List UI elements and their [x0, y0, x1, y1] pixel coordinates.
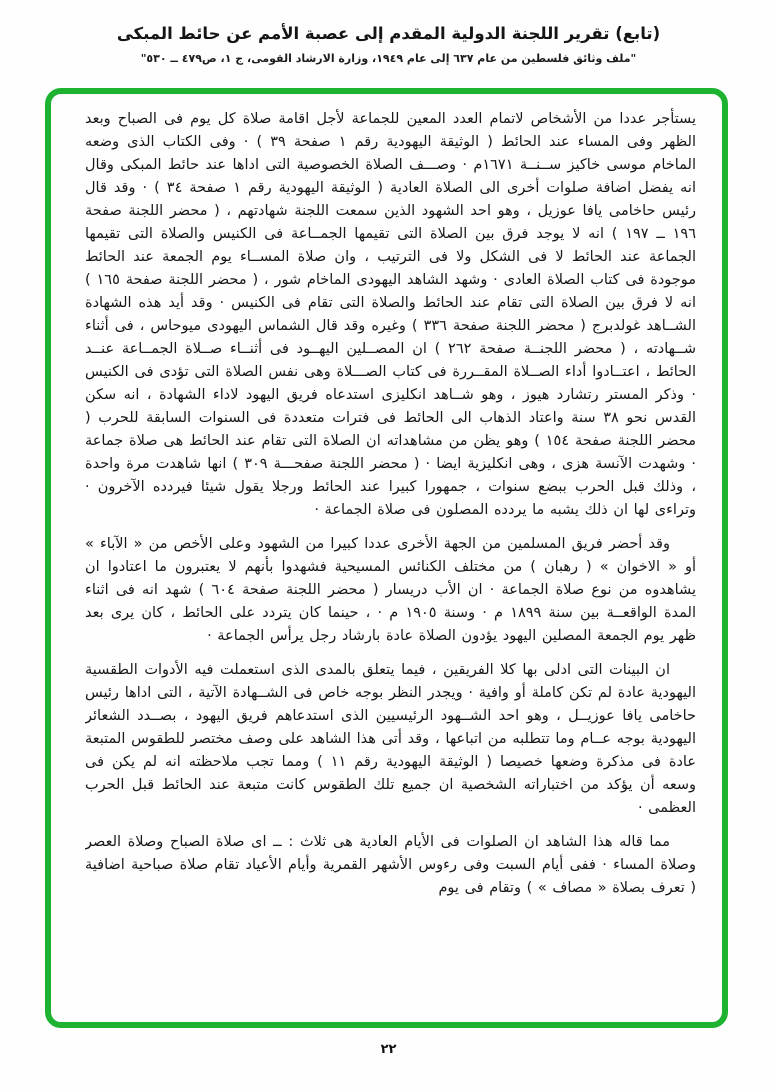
paragraph: ان البينات التى ادلى بها كلا الفريقين ، فيما يتعلق بالمدى الذى استعملت فيه الأدوات الطقسية اليهودية عادة لم تكن كاملة أو وافية · ويجدر النظر بوجه خاص فى الشــهادة الآتية ، التى اداها رئيس حاخامى يافا عوزيــل ، وهو احد الشــهود الرئيسيين الذى استدعاهم فريق اليهود ، بصــدد الشعائر اليهودية بوجه عــام وما تتطلبه من اتباعها ، وقد أتى هذا الشاهد على وصف مختصر للطقوس المتبعة عادة فى مذكرة وضعها خصيصا ( الوثيقة اليهودية رقم ١١ ) ومما تجب ملاحظته انه لم يكن فى وسعه أن يؤكد من اختباراته الشخصية ان جميع تلك الطقوس كانت متبعة عند الحائط قبل الحرب العظمى ·	[85, 662, 696, 816]
document-title: (تابع) تقرير اللجنة الدولية المقدم إلى عصبة الأمم عن حائط المبكى	[116, 24, 661, 43]
page-number: ٢٢	[380, 1042, 397, 1057]
paragraph: يستأجر عددا من الأشخاص لاتمام العدد المعين للجماعة لأجل اقامة صلاة كل يوم فى الصباح وبعد الظهر وفى المساء عند الحائط ( الوثيقة اليهودية رقم ١ صفحة ٣٩ ) · وفى الكتاب الذى وضعه الماخام موسى خاكيز ســنــة ١٦٧١م · وصـــف الصلاة الخصوصية التى اداها عند حائط المبكى وقال انه يفضل اضافة صلوات أخرى الى الصلاة العادية ( الوثيقة اليهودية رقم ١ صفحة ٣٤ ) · وقد قال رئيس حاخامى يافا عوزيل ، وهو احد الشهود الذين سمعت اللجنة شهادتهم ، ( محضر اللجنة صفحة ١٩٦ ــ ١٩٧ ) انه لا يوجد فرق بين الصلاة التى تقيمها الجمــاعة فى الكنيس والصلاة التى تقيمها الجماعة عند الحائط لا فى الشكل ولا فى الترتيب ، وان صلاة المســاء يوم الجمعة عند الحائط موجودة فى كتاب الصلاة العادى · وشهد الشاهد اليهودى الماخام شور ، ( محضر اللجنة صفحة ١٦٥ ) انه لا فرق بين الصلاة التى تقام عند الحائط والصلاة التى تقام فى الكنيس · وقد أيد هذه الشهادة الشــاهد غولدبرج ( محضر اللجنة صفحة ٣٣٦ ) وغيره وقد قال الشماس اليهودى ميوحاس ، فى أثناء شــهادته ، ( محضر اللجنــة صفحة ٢٦٢ ) ان المصــلين اليهــود فى أثنــاء صــلاة الجمــاعة عنــد الحائط ، اعتــادوا أداء الصــلاة المقــررة فى كتاب الصـــلاة وهى نفس الصلاة التى تؤدى فى الكنيس · وذكر المستر رتشارد هيوز ، وهو شــاهد انكليزى استدعاه فريق اليهود لاداء الشهادة ، انه سكن القدس نحو ٣٨ سنة واعتاد الذهاب الى الحائط فى فترات متعددة فى السنوات السابقة للحرب ( محضر اللجنة صفحة ١٥٤ ) وهو يظن من مشاهداته ان الصلاة التى تقام عند الحائط هى صلاة جماعة · وشهدت الآنسة هزى ، وهى انكليزية ايضا · ( محضر اللجنة صفحـــة ٣٠٩ ) انها شاهدت مرة واحدة ، وذلك قبل الحرب ببضع سنوات ، جمهورا كبيرا عند الحائط ورجلا يقول شيئا فيردده الآخرون · وتراءى لها ان ذلك يشبه ما يردده المصلون فى صلاة الجماعة ·	[85, 111, 696, 518]
document-header	[0, 22, 777, 65]
paragraph: وقد أحضر فريق المسلمين من الجهة الأخرى عددا كبيرا من الشهود وعلى الأخص من « الآباء » أو « الاخوان » ( رهبان ) من مختلف الكنائس المسيحية فشهدوا بأنهم لا يعتبرون ما اعتادوا ان يشاهدوه من نوع صلاة الجماعة · ان الأب دريسار ( محضر اللجنة صفحة ٦٠٤ ) شهد انه فى اثناء المدة الواقعــة بين سنة ١٨٩٩ م · وسنة ١٩٠٥ م · ، حينما كان يتردد على الحائط ، كان يرى بعد ظهر يوم الجمعة المصلين اليهود يؤدون الصلاة عادة بارشاد رجل يرأس الجماعة ·	[85, 536, 696, 644]
green-highlight-box	[45, 88, 728, 1028]
paragraph: مما قاله هذا الشاهد ان الصلوات فى الأيام العادية هى ثلاث : ــ اى صلاة الصباح وصلاة العصر وصلاة المساء · ففى أيام السبت وفى رءوس الأشهر القمرية وأيام الأعياد تقام صلاة صباحية اضافية ( تعرف بصلاة « مصاف » ) وتقام فى يوم	[85, 834, 696, 896]
document-source-citation: "ملف وثائق فلسطين من عام ٦٣٧ إلى عام ١٩٤٩، وزارة الارشاد القومى، ج ١، ص٤٧٩ ــ ٥٣٠"	[140, 52, 637, 65]
document-body	[85, 108, 696, 1022]
